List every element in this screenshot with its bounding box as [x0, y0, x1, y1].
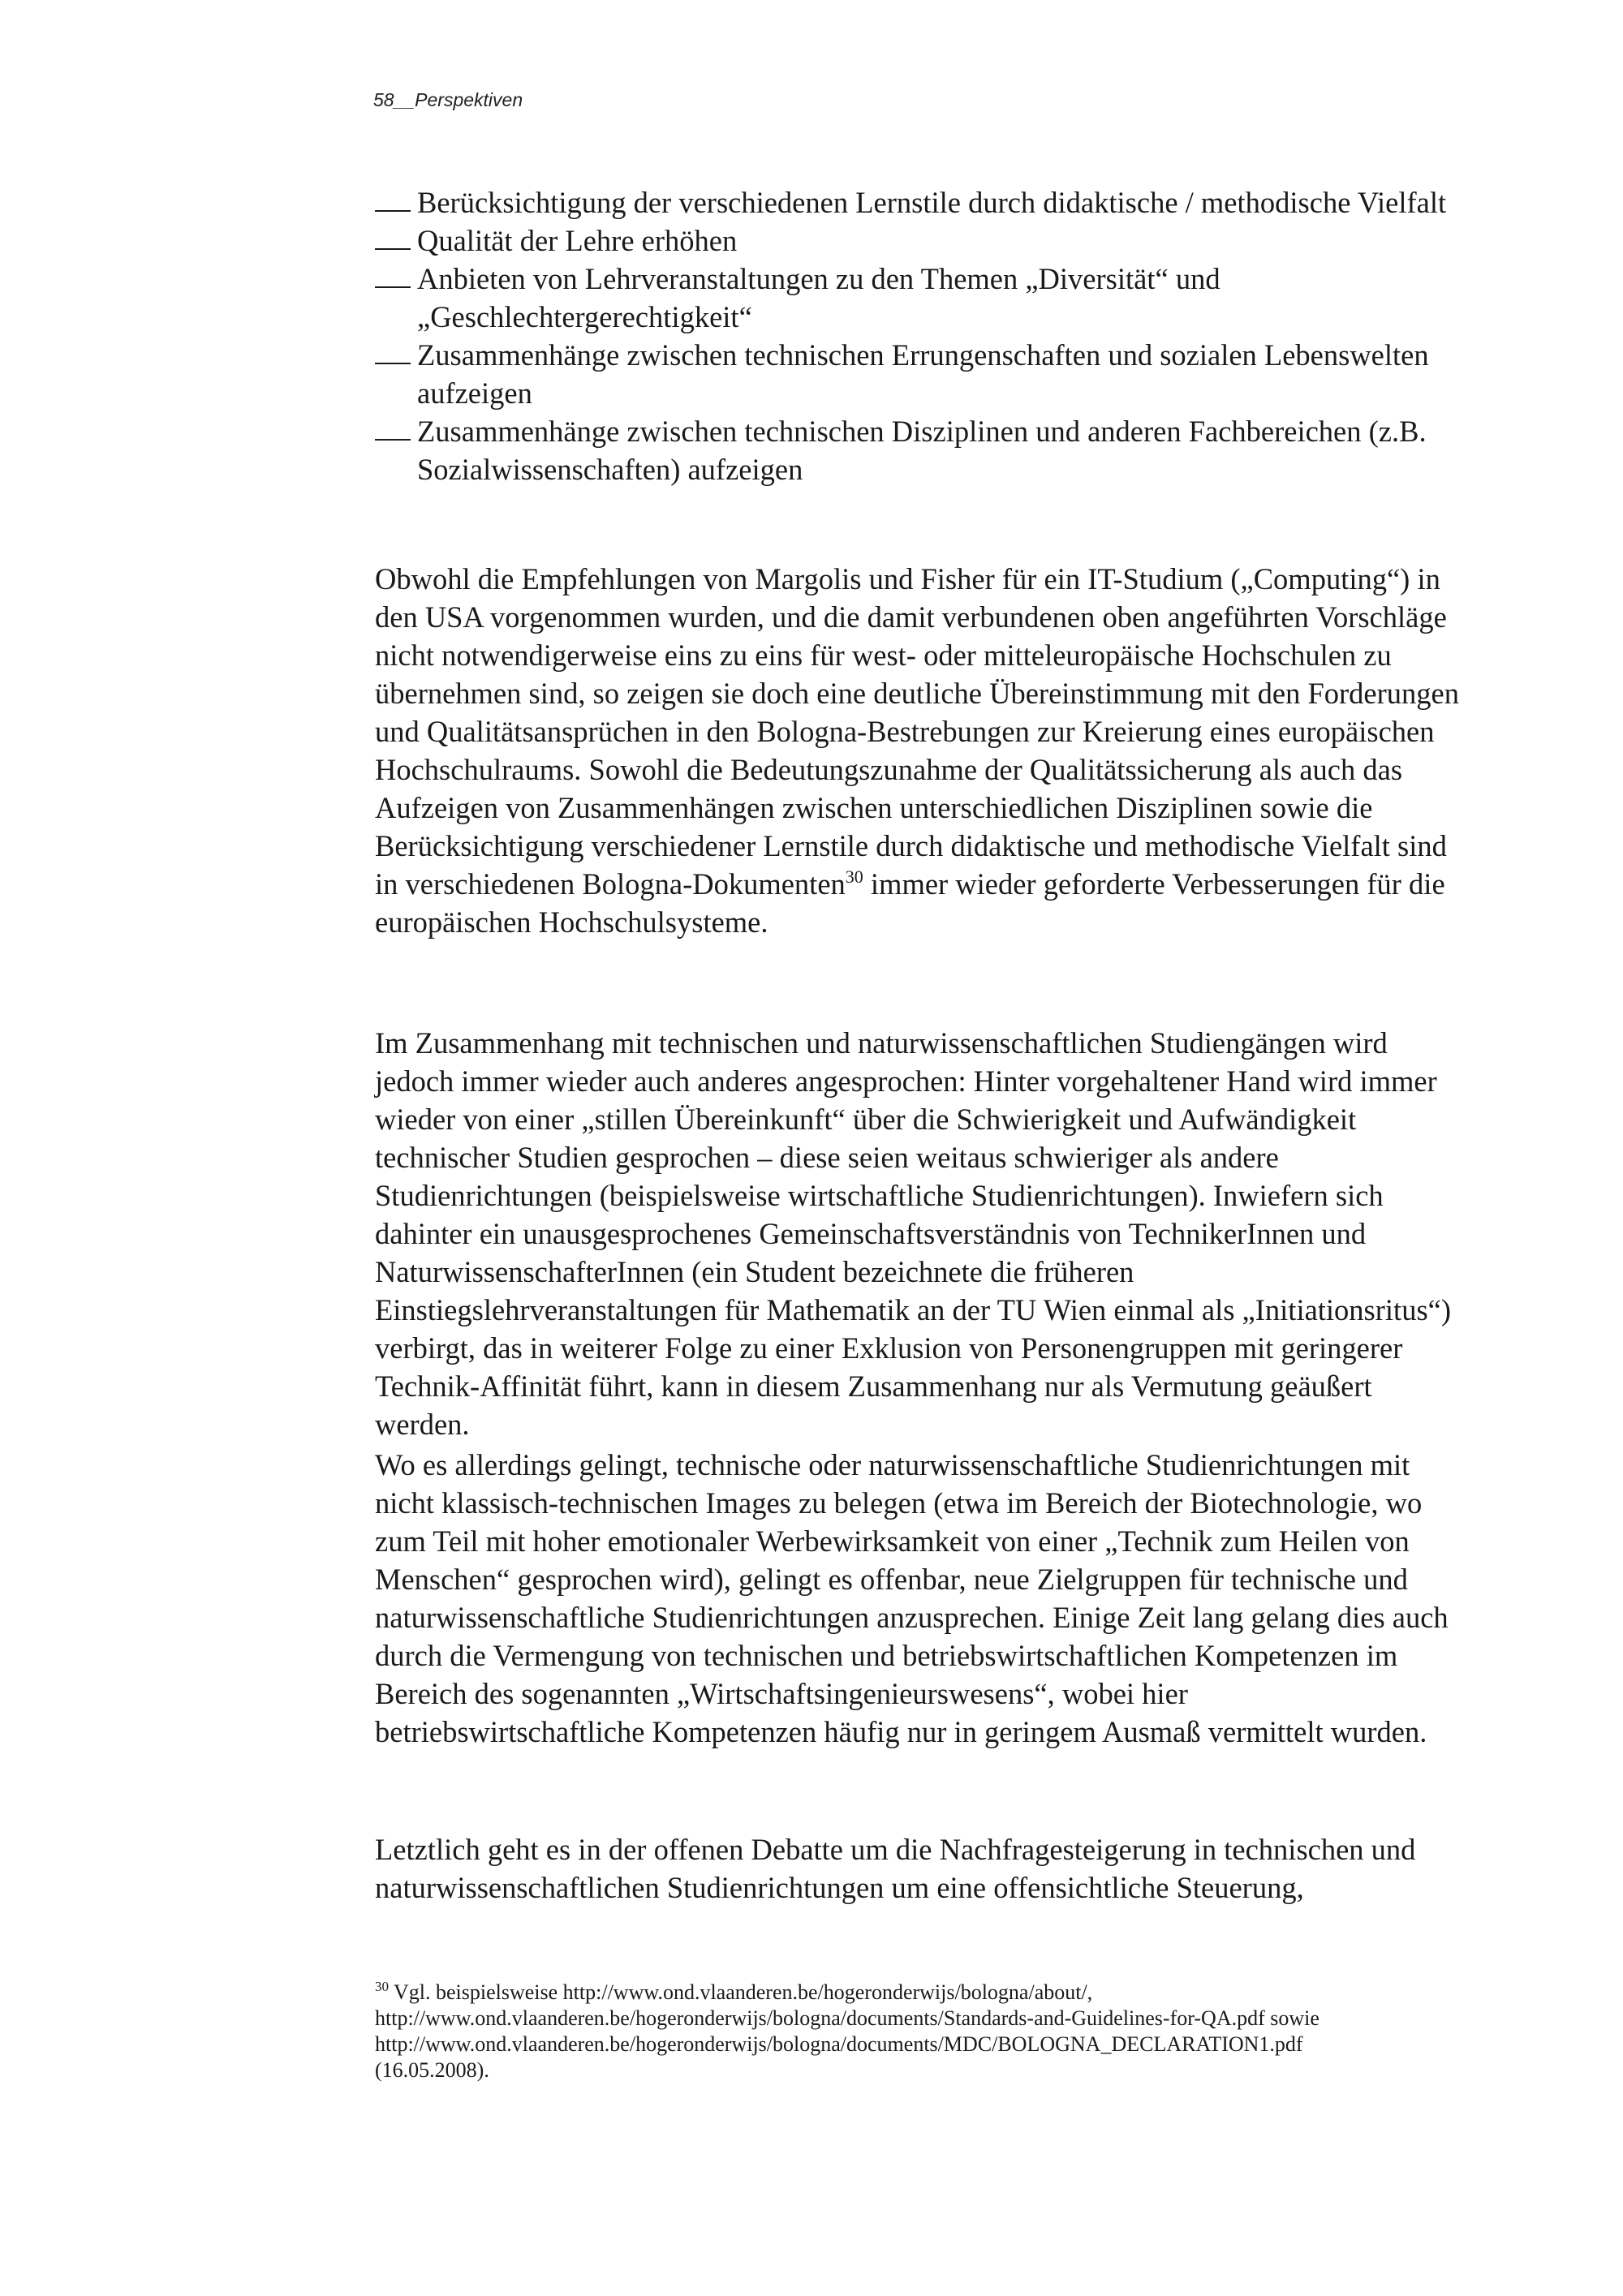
footnote — [375, 1980, 1462, 2083]
list-item — [375, 260, 1462, 336]
list-item — [375, 183, 1462, 221]
recommendation-list — [375, 183, 1462, 488]
list-item-text: Zusammenhänge zwischen technischen Disziplinen und anderen Fachbereichen (z.B. Sozialwissenschaften) aufzeigen — [417, 415, 1427, 486]
paragraph-bologna — [375, 560, 1462, 941]
dash-marker — [375, 248, 411, 250]
list-item-text: Anbieten von Lehrveranstaltungen zu den Themen „Diversität“ und „Geschlechtergerechtigkeit“ — [417, 262, 1220, 333]
footnote-number: 30 — [375, 1979, 389, 1994]
list-item — [375, 412, 1462, 488]
list-item-text: Qualität der Lehre erhöhen — [417, 224, 738, 257]
dash-marker — [375, 210, 411, 212]
dash-marker — [375, 439, 411, 441]
footnote-reference[interactable]: 30 — [845, 866, 863, 887]
list-item-text: Berücksichtigung der verschiedenen Lernstile durch didaktische / methodische Vielfalt — [417, 186, 1447, 219]
list-item — [375, 336, 1462, 412]
footnote-line: http://www.ond.vlaanderen.be/hogeronderwijs/bologna/documents/Standards-and-Guidelines-for-QA.pdf sowie — [375, 2006, 1319, 2030]
list-item — [375, 221, 1462, 260]
footnote-text: Vgl. beispielsweise http://www.ond.vlaanderen.be/hogeronderwijs/bologna/about/, — [394, 1980, 1093, 2004]
running-head: 58__Perspektiven — [373, 89, 523, 110]
dash-marker — [375, 363, 411, 364]
paragraph-text: Obwohl die Empfehlungen von Margolis und Fisher für ein IT-Studium („Computing“) in den USA vorgenommen wurden, und die damit verbundenen oben angeführten Vorschläge nicht notwendigerweise eins zu eins für west- oder mitteleuropäische Hochschulen zu übernehmen sind, so zeigen sie doch eine deutliche Übereinstimmung mit den Forderungen und Qualitätsansprüchen in den Bologna-Bestrebungen zur Kreierung eines europäischen Hochschulraums. Sowohl die Bedeutungszunahme der Qualitätssicherung als auch das Aufzeigen von Zusammenhängen zwischen unterschiedlichen Disziplinen sowie die Berücksichtigung verschiedener Lernstile durch didaktische und methodische Vielfalt sind in verschiedenen Bologna-Dokumenten — [375, 562, 1459, 901]
paragraph-biotechnology: Wo es allerdings gelingt, technische oder naturwissenschaftliche Studienrichtungen mit nicht klassisch-technischen Images zu belegen (etwa im Bereich der Biotechnologie, wo zum Teil mit hoher emotionaler Werbewirksamkeit von einer „Technik zum Heilen von Menschen“ gesprochen wird), gelingt es offenbar, neue Zielgruppen für technische und naturwissenschaftliche Studienrichtungen anzusprechen. Einige Zeit lang gelang dies auch durch die Vermengung von technischen und betriebswirtschaftlichen Kompetenzen im Bereich des sogenannten „Wirtschaftsingenieurswesens“, wobei hier betriebswirtschaftliche Kompetenzen häufig nur in geringem Ausmaß vermittelt wurden. — [375, 1448, 1449, 1748]
footnote-line — [375, 1980, 1462, 2006]
dash-marker — [375, 286, 411, 288]
list-item-text: Zusammenhänge zwischen technischen Errungenschaften und sozialen Lebenswelten aufzeigen — [417, 338, 1429, 410]
paragraph-technical-studies: Im Zusammenhang mit technischen und naturwissenschaftlichen Studiengängen wird jedoch immer wieder auch anderes angesprochen: Hinter vorgehaltener Hand wird immer wieder von einer „stillen Übereinkunft“ über die Schwierigkeit und Aufwändigkeit technischer Studien gesprochen – diese seien weitaus schwieriger als andere Studienrichtungen (beispielsweise wirtschaftliche Studienrichtungen). Inwiefern sich dahinter ein unausgesprochenes Gemeinschaftsverständnis von TechnikerInnen und NaturwissenschafterInnen (ein Student bezeichnete die früheren Einstiegslehrveranstaltungen für Mathematik an der TU Wien einmal als „Initiationsritus“) verbirgt, das in weiterer Folge zu einer Exklusion von Personengruppen mit geringerer Technik-Affinität führt, kann in diesem Zusammenhang nur als Vermutung geäußert werden. — [375, 1026, 1452, 1441]
paragraph-text: immer wieder geforderte Verbesserungen für die europäischen Hochschulsysteme. — [375, 867, 1445, 939]
paragraph-conclusion: Letztlich geht es in der offenen Debatte um die Nachfragesteigerung in technischen und naturwissenschaftlichen Studienrichtungen um eine offensichtliche Steuerung, — [375, 1833, 1416, 1904]
footnote-line: http://www.ond.vlaanderen.be/hogeronderwijs/bologna/documents/MDC/BOLOGNA_DECLARATION1.pdf — [375, 2032, 1303, 2056]
footnote-line: (16.05.2008). — [375, 2058, 489, 2082]
